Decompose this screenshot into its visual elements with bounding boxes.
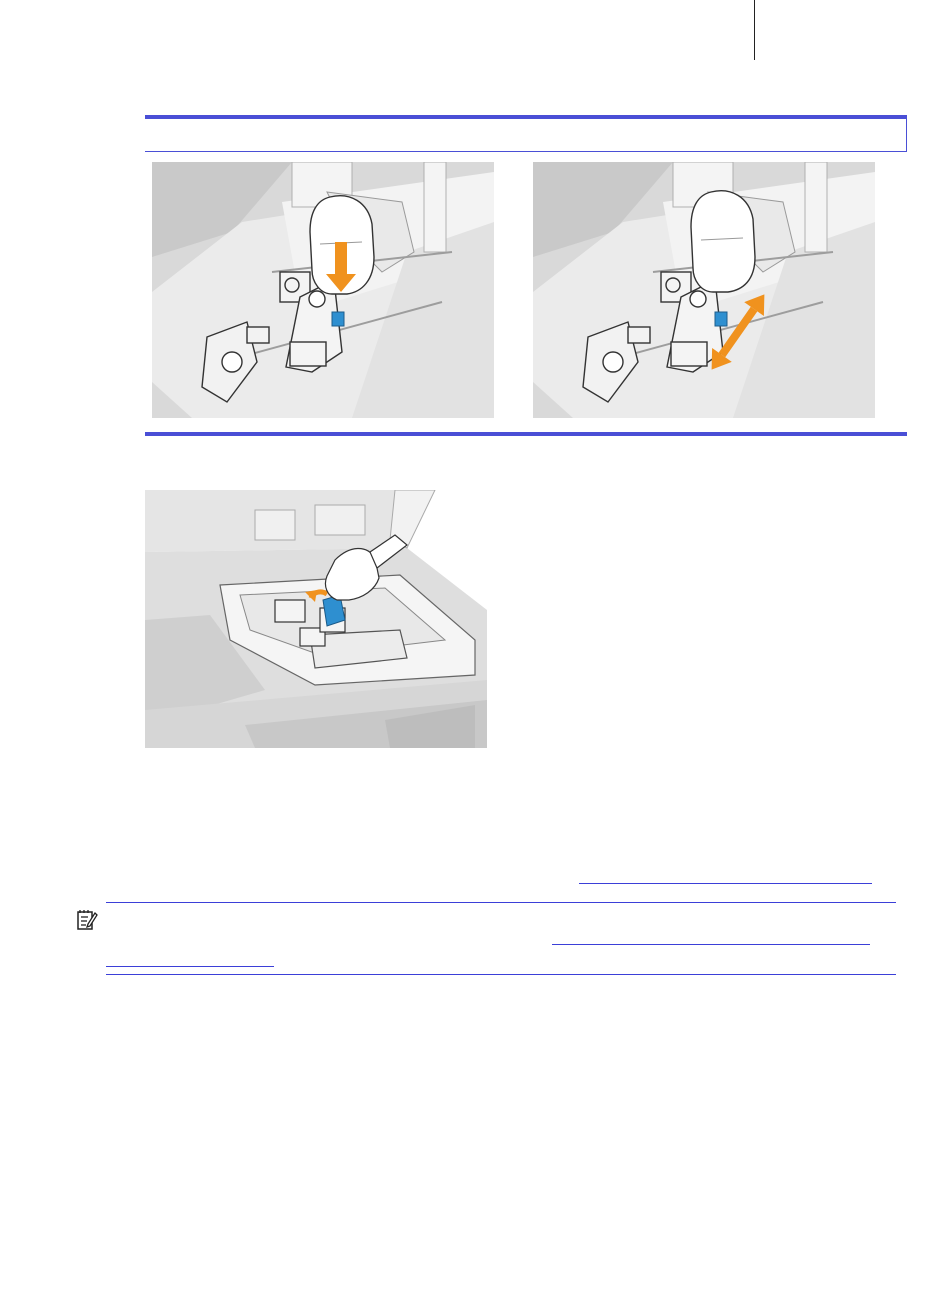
note-top-rule xyxy=(106,902,896,903)
note-link-underline-continued[interactable] xyxy=(106,966,274,967)
illustration-slide xyxy=(533,162,875,418)
illustration-press-down xyxy=(152,162,494,418)
note-icon xyxy=(76,909,98,931)
page-margin-rule xyxy=(754,0,755,60)
figure-table-header xyxy=(145,119,907,152)
link-underline[interactable] xyxy=(579,883,872,884)
illustration-open-latch xyxy=(145,490,487,748)
note-bottom-rule xyxy=(106,974,896,975)
note-link-underline[interactable] xyxy=(552,944,870,945)
